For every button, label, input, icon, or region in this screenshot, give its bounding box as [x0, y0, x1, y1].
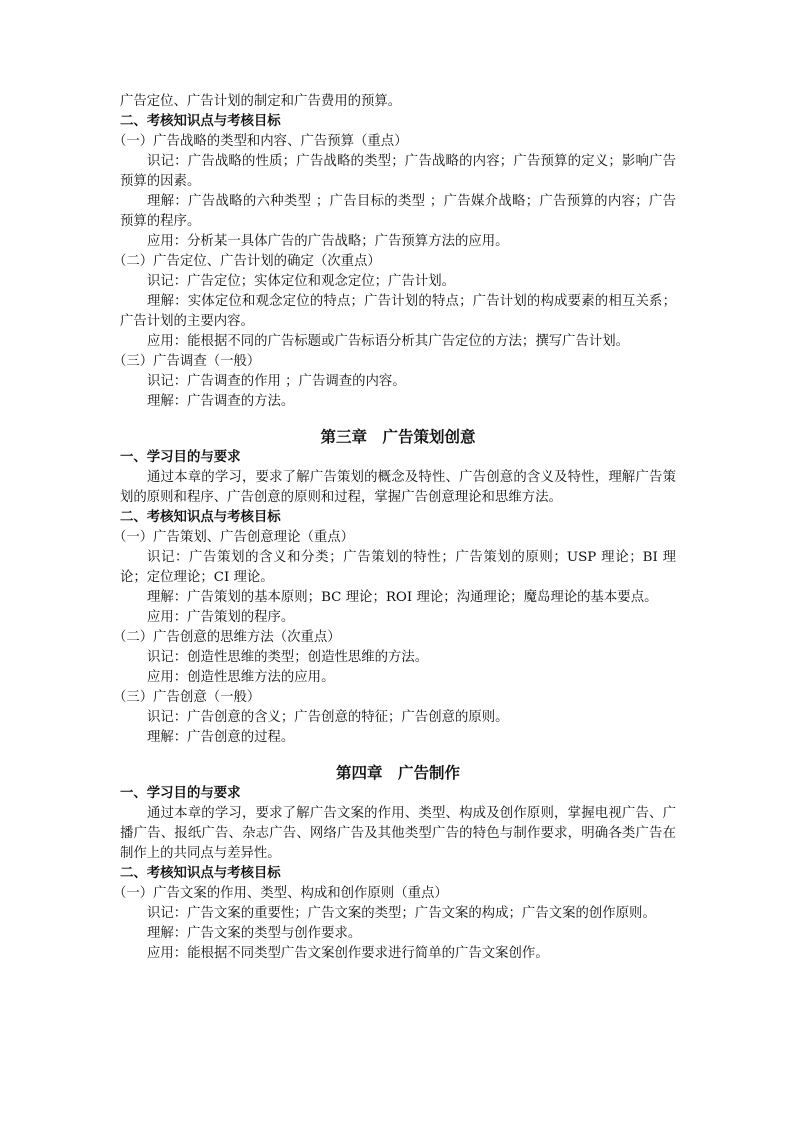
section-heading: 一、学习目的与要求 [120, 450, 241, 465]
paragraph: 理解：广告文案的类型与创作要求。 [147, 926, 362, 941]
section-heading: 二、考核知识点与考核目标 [120, 866, 281, 881]
section-heading: 二、考核知识点与考核目标 [120, 510, 281, 525]
paragraph: 应用：广告策划的程序。 [147, 610, 295, 625]
paragraph: 通过本章的学习，要求了解广告文案的作用、类型、构成及创作原则，掌握电视广告、广播广告、报纸广告、杂志广告、网络广告及其他类型广告的特色与制作要求，明确各类广告在制作上的共同点与差异性。 [120, 806, 676, 861]
section-chapter-3 [113, 448, 676, 748]
section-chapter-4 [113, 784, 676, 964]
paragraph: 识记：广告文案的重要性；广告文案的类型；广告文案的构成；广告文案的创作原则。 [147, 906, 656, 921]
subsection-heading: （三）广告创意（一般） [113, 690, 261, 705]
chapter-3-title: 第三章 广告策划创意 [320, 428, 476, 446]
paragraph: 应用：能根据不同类型广告文案创作要求进行简单的广告文案创作。 [147, 946, 549, 961]
subsection-heading: （一）广告文案的作用、类型、构成和创作原则（重点） [113, 886, 448, 901]
paragraph: 通过本章的学习，要求了解广告策划的概念及特性、广告创意的含义及特性，理解广告策划的原则和程序、广告创意的原则和过程，掌握广告创意理论和思维方法。 [120, 470, 676, 505]
section-heading: 二、考核知识点与考核目标 [120, 114, 281, 129]
paragraph: 广告定位、广告计划的制定和广告费用的预算。 [120, 94, 402, 109]
paragraph: 理解：广告策划的基本原则；BC 理论；ROI 理论；沟通理论；魔岛理论的基本要点。 [147, 590, 658, 605]
document-page [113, 92, 676, 964]
subsection-heading: （二）广告定位、广告计划的确定（次重点） [113, 254, 381, 269]
paragraph: 应用：能根据不同的广告标题或广告标语分析其广告定位的方法；撰写广告计划。 [147, 334, 630, 349]
paragraph: 理解：广告调查的方法。 [147, 394, 295, 409]
subsection-heading: （二）广告创意的思维方法（次重点） [113, 630, 341, 645]
paragraph: 理解：实体定位和观念定位的特点；广告计划的特点；广告计划的构成要素的相互关系；广告计划的主要内容。 [120, 294, 676, 329]
paragraph: 理解：广告战略的六种类型 ；广告目标的类型 ；广告媒介战略；广告预算的内容；广告预算的程序。 [120, 194, 676, 229]
paragraph: 识记：广告创意的含义；广告创意的特征；广告创意的原则。 [147, 710, 509, 725]
section-top [113, 92, 676, 412]
paragraph: 识记：广告战略的性质；广告战略的类型；广告战略的内容；广告预算的定义；影响广告预算的因素。 [120, 154, 676, 189]
paragraph: 应用：分析某一具体广告的广告战略；广告预算方法的应用。 [147, 234, 509, 249]
subsection-heading: （三）广告调查（一般） [113, 354, 261, 369]
paragraph: 识记：创造性思维的类型；创造性思维的方法。 [147, 650, 429, 665]
paragraph: 理解：广告创意的过程。 [147, 730, 295, 745]
paragraph: 识记：广告定位；实体定位和观念定位；广告计划。 [147, 274, 455, 289]
subsection-heading: （一）广告战略的类型和内容、广告预算（重点） [113, 134, 408, 149]
paragraph: 识记：广告策划的含义和分类；广告策划的特性；广告策划的原则；USP 理论；BI 理论；定位理论；CI 理论。 [120, 550, 676, 585]
chapter-4-title: 第四章 广告制作 [335, 764, 460, 782]
section-heading: 一、学习目的与要求 [120, 786, 241, 801]
subsection-heading: （一）广告策划、广告创意理论（重点） [113, 530, 355, 545]
paragraph: 识记：广告调查的作用 ；广告调查的内容。 [147, 374, 406, 389]
paragraph: 应用：创造性思维方法的应用。 [147, 670, 335, 685]
